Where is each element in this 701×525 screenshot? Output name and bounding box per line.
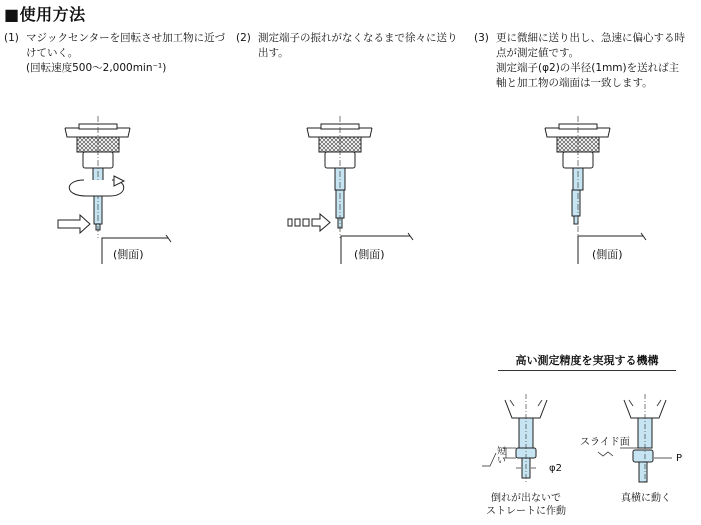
mechanism-left [482,394,547,484]
page-title: ■使用方法 [4,5,86,24]
step-line: 測定端子(φ2)の半径(1mm)を送れば主 [496,62,680,74]
phi2-label: φ2 [549,463,562,474]
step-line: 点が測定値です。 [496,47,580,59]
mechanism-title: 高い測定精度を実現する機構 [498,352,676,371]
feed-arrow-icon [288,214,330,231]
approach-arrow-icon [58,215,90,233]
step-line: 出す。 [258,47,289,59]
rotation-speed-note: (回転速度500〜2,000min⁻¹) [26,62,167,74]
caption-left [486,492,566,518]
side-label-1: (側面) [113,248,144,261]
magic-center-3 [545,116,610,238]
short-label: 短い [495,446,505,464]
caption-right: 真横に動く [621,493,671,504]
step-line: 測定端子の振れがなくなるまで徐々に送り [258,32,458,44]
step-line: けていく。 [26,47,79,59]
caption-left-line: 倒れが出ないで [491,493,561,504]
slide-face-label: スライド面 [580,437,630,448]
step-line: マジックセンターを回転させ加工物に近づ [26,32,226,44]
step-number: (1) [4,32,19,44]
side-label-3: (側面) [592,248,623,261]
step-number: (2) [236,32,251,44]
side-label-2: (側面) [354,248,385,261]
step-line: 更に微細に送り出し、急速に偏心する時 [496,32,685,44]
step-line: 軸と加工物の端面は一致します。 [496,77,653,89]
caption-left-line: ストレートに作動 [486,506,566,517]
step-number: (3) [474,32,489,44]
p-label: P [676,453,683,464]
